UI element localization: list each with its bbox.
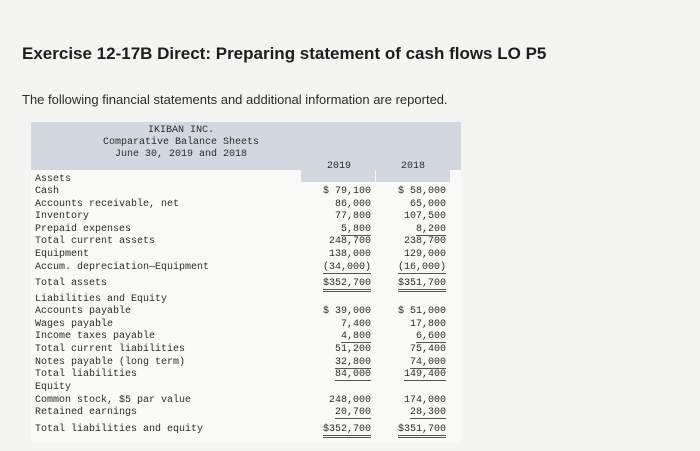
row-label: Common stock, $5 par value: [35, 395, 192, 406]
row-label: Retained earnings: [35, 407, 138, 418]
intro-text: The following financial statements and additional information are reported.: [22, 92, 448, 107]
row-label: Accum. depreciation—Equipment: [35, 262, 210, 273]
value-2019: 86,000: [334, 199, 371, 210]
row-label: Total assets: [35, 278, 108, 289]
row-label: Equipment: [35, 249, 90, 260]
value-2019: $ 39,000: [322, 306, 371, 317]
row-label: Total liabilities: [35, 369, 138, 380]
row-label: Income taxes payable: [35, 331, 156, 342]
value-2019: 32,800: [334, 357, 371, 368]
value-2019: 20,700: [334, 407, 371, 418]
value-2019: 77,800: [334, 211, 371, 222]
value-2019: $ 79,100: [322, 186, 371, 197]
value-2018: 238,700: [403, 236, 446, 247]
value-2019: 4,800: [340, 331, 371, 342]
value-2019: $352,700: [301, 424, 371, 435]
column-header-2019: 2019: [326, 161, 351, 172]
value-2018: 8,200: [415, 224, 446, 235]
value-2019: 138,000: [328, 249, 371, 260]
row-label: Total current assets: [35, 236, 156, 247]
row-label: Equity: [35, 382, 72, 393]
value-2018: 129,000: [403, 249, 446, 260]
exercise-title: Exercise 12-17B Direct: Preparing statement of cash flows LO P5: [22, 44, 547, 63]
value-2019: 5,800: [340, 224, 371, 235]
value-2018: 107,500: [403, 211, 446, 222]
value-2018: 74,000: [409, 357, 446, 368]
row-label: Total liabilities and equity: [35, 424, 204, 435]
value-2018: $351,700: [376, 424, 446, 435]
value-2018: $ 58,000: [397, 186, 446, 197]
value-2018: 17,800: [409, 319, 446, 330]
row-label: Cash: [35, 186, 60, 197]
value-2019: 7,400: [340, 319, 371, 330]
row-label: Accounts payable: [35, 306, 132, 317]
value-2019: 248,000: [328, 395, 371, 406]
value-2019: (34,000): [322, 262, 371, 273]
value-2018: 75,400: [409, 344, 446, 355]
row-label: Prepaid expenses: [35, 224, 132, 235]
row-label: Total current liabilities: [35, 344, 186, 355]
row-label: Assets: [35, 174, 72, 185]
value-2019: 51,200: [334, 344, 371, 355]
statement-name: Comparative Balance Sheets: [102, 137, 260, 148]
row-label: Wages payable: [35, 319, 114, 330]
row-label: Accounts receivable, net: [35, 199, 180, 210]
value-2019: 248,700: [328, 236, 371, 247]
company-name: IKIBAN INC.: [147, 125, 214, 136]
value-2018: 6,600: [415, 331, 446, 342]
value-2018: 149,400: [403, 369, 446, 380]
value-2018: 174,000: [403, 395, 446, 406]
balance-sheet-table: [31, 122, 461, 443]
row-label: Inventory: [35, 211, 90, 222]
value-2018: $351,700: [376, 278, 446, 289]
statement-date: June 30, 2019 and 2018: [114, 149, 248, 160]
row-label: Notes payable (long term): [35, 357, 186, 368]
row-label: Liabilities and Equity: [35, 294, 168, 305]
value-2019: 84,000: [334, 369, 371, 380]
value-2018: (16,000): [397, 262, 446, 273]
value-2018: 65,000: [409, 199, 446, 210]
value-2018: $ 51,000: [397, 306, 446, 317]
column-header-2018: 2018: [400, 161, 425, 172]
value-2019: $352,700: [301, 278, 371, 289]
value-2018: 28,300: [409, 407, 446, 418]
